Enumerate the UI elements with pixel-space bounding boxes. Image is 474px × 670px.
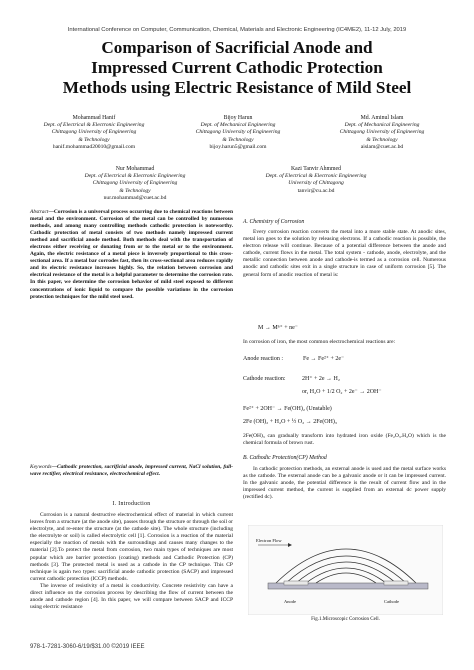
- paper-title: [20, 38, 454, 98]
- equation-anode-label: Anode reaction :: [243, 356, 283, 362]
- chemistry-text: Every corrosion reaction converts the metal into a more stable state. At anodic sites, metal ion goes to the solution by releasing electrons. If a cathodic reaction is possible, the electron release will continue. Because of a potential difference between the anode and cathode, current flows in the metal. The total system - cathode, anode, electrolyte, and the metallic connection between anode and cathode-is termed as a corrosion cell. Numerous anodic and cathodic sites exit in a single structure in case of uniform corrosion [5]. The general form of anodic reaction of metal is:: [243, 229, 446, 278]
- author-2: [168, 115, 308, 151]
- author-dept: Dept. of Mechanical Engineering: [200, 122, 276, 129]
- author-name: Mohammad Hanif: [72, 115, 116, 121]
- author-dept: Dept. of Mechanical Engineering: [344, 122, 420, 129]
- author-5: [236, 166, 396, 195]
- conference-header: International Conference on Computer, Communication, Chemical, Materials and Electronic Engineering (IC4ME2), 11-12 July, 2019: [67, 27, 407, 33]
- intro-paragraph-2: The inverse of resistivity of a metal is conductivity. Concrete resistivity can have a direct influence on the corrosion process by describing the flow of current between the anode and cathode region [4]. In this paper, we will compare between SACP and ICCP using electric resistance: [30, 582, 233, 611]
- subsection-chemistry: A. Chemistry of Corrosion: [243, 219, 305, 225]
- figure-label-electron-flow: Electron Flow: [256, 538, 282, 543]
- cp-text: In cathodic protection methods, an external anode is used and the metal surface works as the cathode. The external anode can be a galvanic anode or it can be impressed current. In the galvanic anode, the potential difference is the result of current flow and in the impressed current method, the current is supplied from an external dc power supply (rectified dc).: [243, 466, 446, 501]
- author-name: Kazi Tanvir Ahmmed: [290, 166, 342, 172]
- author-uni: Chittagong University of Engineering: [92, 180, 178, 187]
- equation-fe-1: Fe²⁺ + 2OH⁻ → Fe(OH)₂ (Unstable): [243, 406, 332, 412]
- author-uni: University of Chittagong: [288, 180, 344, 187]
- author-uni: Chittagong University of Engineering: [195, 129, 281, 136]
- author-name: Nur Mohammad: [115, 166, 155, 172]
- figure-label-cathode: Cathode: [384, 599, 399, 604]
- author-dept: Dept. of Electrical & Electronic Engineering: [43, 122, 145, 129]
- equation-cathode-2: or, H₂O + 1/2 O₂ + 2e⁻ → 2OH⁻: [302, 389, 382, 395]
- equation-fe-2: 2Fe (OH)₂ + H₂O + ½ O₂ → 2Fe(OH)₃: [243, 419, 337, 425]
- author-name: Md. Aminul Islam: [360, 115, 404, 121]
- keywords-body: —Cathodic protection, sacrificial anode, impressed current, NaCl solution, full-wave rectifier, electrical resistance, electrochemical effect.: [30, 464, 233, 478]
- author-1: [24, 115, 164, 151]
- author-4: [60, 166, 210, 202]
- author-dept: Dept. of Electrical & Electronic Engineering: [84, 173, 186, 180]
- author-email: nur.mohammad@cuet.ac.bd: [103, 194, 167, 201]
- section-heading-introduction: I. Introduction: [112, 501, 151, 507]
- chemistry-paragraph: [243, 229, 446, 279]
- title-line-3: Methods using Electric Resistance of Mild Steel: [62, 78, 412, 97]
- figure-corrosion-cell: [248, 525, 443, 625]
- author-email: aislam@cuet.ac.bd: [360, 143, 404, 150]
- intro-text: [30, 512, 233, 611]
- figure-caption: Fig.1.Microscopic Corrosion Cell.: [311, 617, 380, 622]
- rust-text: 2Fe(OH)₃ can gradually transform into hydrated iron oxide (Fe₂O₃.H₂O) which is the chemical formula of brown rust.: [243, 433, 446, 447]
- copyright-footer: 978-1-7281-3060-6/19/$31.00 ©2019 IEEE: [30, 644, 145, 650]
- equation-cathode-1: 2H⁺ + 2e → H₂: [302, 376, 340, 382]
- cp-paragraph: [243, 466, 446, 501]
- author-uni2: & Technology: [366, 136, 398, 143]
- author-dept: Dept. of Electrical & Electronic Engineering: [265, 173, 367, 180]
- keywords: [30, 464, 233, 478]
- title-line-1: Comparison of Sacrificial Anode and: [101, 38, 373, 57]
- intro-paragraph-1: Corrosion is a natural destructive electrochemical effect of material in which current leaves from a structure (at the anode site), passes through the structure or through the soil or electrolyte, and re-enter the structure (at the cathode site). The whole structure (including the electrolyte or soil) is called electrolytic cell [1]. Corrosion is a reaction of the material especially the reaction of metals with the surroundings and causes many changes to the material [2].To protect the metal from corrosion, two main types of techniques are most popular which are barrier protection (coating) methods and Cathodic Protection (CP) methods [3]. The protected metal is used as a cathode in the CP technique. This CP technique is again two types: sacrificial anode cathodic protection (SACP) and impressed current cathodic protection (ICCP) methods.: [30, 512, 233, 582]
- author-email: bijoy.harun5@gmail.com: [209, 143, 267, 150]
- author-uni2: & Technology: [78, 136, 110, 143]
- author-uni: Chittagong University of Engineering: [51, 129, 137, 136]
- author-uni2: & Technology: [119, 187, 151, 194]
- title-line-2: Impressed Current Cathodic Protection: [91, 58, 383, 77]
- figure-label-anode: Anode: [284, 599, 296, 604]
- abstract: [30, 209, 233, 301]
- equation-anode: Fe → Fe²⁺ + 2e⁻: [303, 356, 345, 362]
- equation-general: M → Mⁿ⁺ + ne⁻: [258, 325, 298, 331]
- author-email: hanif.mohammad20010@gmail.com: [52, 143, 136, 150]
- abstract-lead: Abstract: [30, 209, 49, 215]
- iron-intro: In corrosion of iron, the most common electrochemical reactions are:: [243, 339, 396, 345]
- subsection-cp-method: B. Cathodic Protection(CP) Method: [243, 455, 327, 461]
- author-uni: Chittagong University of Engineering: [339, 129, 425, 136]
- author-3: [312, 115, 452, 151]
- author-email: tanvir@cu.ac.bd: [297, 187, 335, 194]
- author-uni2: & Technology: [222, 136, 254, 143]
- equation-cathode-label: Cathode reaction:: [243, 376, 286, 382]
- author-name: Bijoy Harun: [223, 115, 253, 121]
- abstract-body: —Corrosion is a universal process occurring due to chemical reactions between metal and the environment. Corrosion of the metal can be controlled by numerous methods, and among many controlling methods cathodic protection is noteworthy. Cathodic protection of metal consists of two methods namely impressed current method and sacrificial anode method. Both methods deal with the transportation of electrons either receiving or donating from or to the metal or to the environment. Again, the electric resistance of a metal piece is inversely proportional to this cross-sectional area. If a metal bar corrodes fast, then its cross-sectional area reduces rapidly and its electric resistance increases highly. So, the relation between corrosion and electrical resistance of the metal is a helpful parameter to determine the corrosion rate. In this paper, we determine the corrosion behavior of mild steel exposed to different concentrations of ionic liquid to compare the possible variations in the corrosion protection techniques for the mild steel used.: [30, 209, 233, 300]
- keywords-lead: Keywords: [30, 464, 52, 470]
